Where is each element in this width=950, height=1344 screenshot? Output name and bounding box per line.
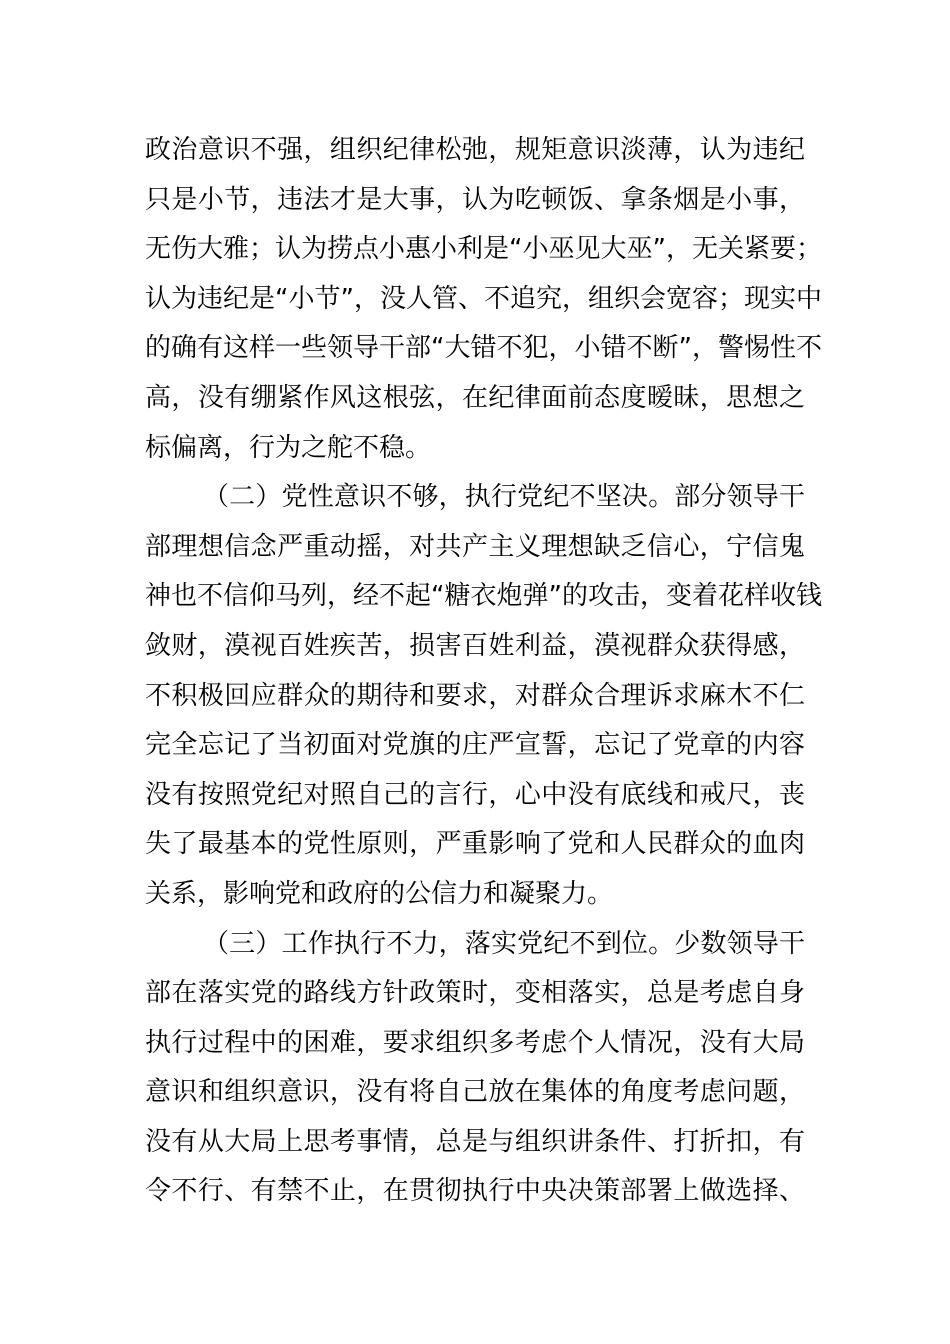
text-line: 意识和组织意识，没有将自己放在集体的角度考虑问题， <box>145 1077 805 1108</box>
text-line: 不积极回应群众的期待和要求，对群众合理诉求麻木不仁 <box>145 680 805 711</box>
text-line: 的确有这样一些领导干部“大错不犯，小错不断”，警惕性不 <box>145 333 822 364</box>
text-line: 敛财，漠视百姓疾苦，损害百姓利益，漠视群众获得感， <box>145 630 805 661</box>
text-line: 无伤大雅；认为捞点小惠小利是“小巫见大巫”，无关紧要； <box>145 234 822 265</box>
text-line: 完全忘记了当初面对党旗的庄严宣誓，忘记了党章的内容 <box>145 730 805 761</box>
document-body-text <box>145 126 822 1217</box>
text-line: 标偏离，行为之舵不稳。 <box>145 432 432 463</box>
paragraph-first-line: （二）党性意识不够，执行党纪不坚决。部分领导干 <box>203 482 805 513</box>
text-line: 只是小节，违法才是大事，认为吃顿饭、拿条烟是小事， <box>145 184 805 215</box>
text-line: 部理想信念严重动摇，对共产主义理想缺乏信心，宁信鬼 <box>145 531 805 562</box>
text-line: 没有从大局上思考事情，总是与组织讲条件、打折扣，有 <box>145 1126 805 1157</box>
paragraph-first-line: （三）工作执行不力，落实党纪不到位。少数领导干 <box>203 928 805 959</box>
text-line: 认为违纪是“小节”，没人管、不追究，组织会宽容；现实中 <box>145 283 822 314</box>
text-line: 部在落实党的路线方针政策时，变相落实，总是考虑自身 <box>145 978 805 1009</box>
text-line: 没有按照党纪对照自己的言行，心中没有底线和戒尺，丧 <box>145 779 805 810</box>
text-line: 政治意识不强，组织纪律松弛，规矩意识淡薄，认为违纪 <box>145 135 805 165</box>
text-line: 高，没有绷紧作风这根弦，在纪律面前态度暧昧，思想之 <box>145 382 805 413</box>
text-line: 神也不信仰马列，经不起“糖衣炮弹”的攻击，变着花样收钱 <box>145 581 822 612</box>
text-line: 执行过程中的困难，要求组织多考虑个人情况，没有大局 <box>145 1027 805 1058</box>
text-line: 关系，影响党和政府的公信力和凝聚力。 <box>145 878 614 909</box>
text-line: 令不行、有禁不止，在贯彻执行中央决策部署上做选择、 <box>145 1176 805 1207</box>
text-line: 失了最基本的党性原则，严重影响了党和人民群众的血肉 <box>145 829 805 860</box>
